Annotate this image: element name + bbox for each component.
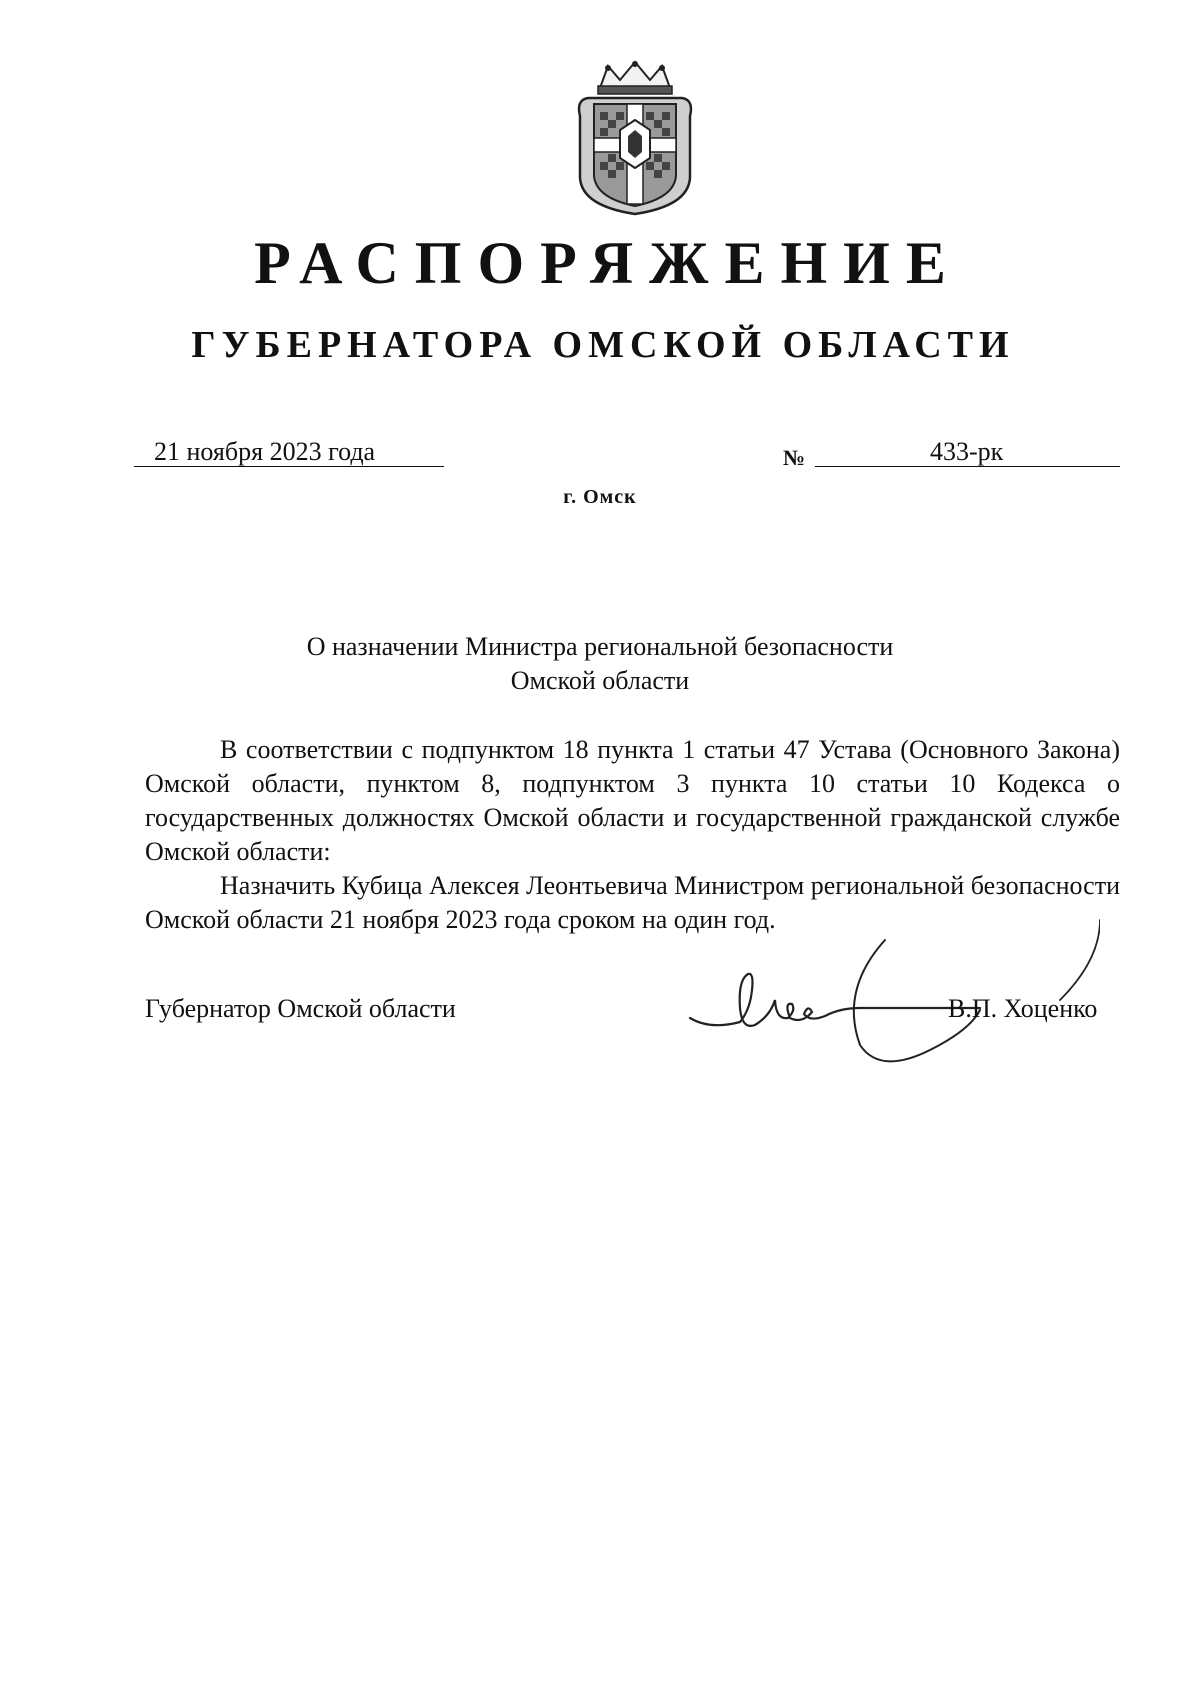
document-subtitle: ГУБЕРНАТОРА ОМСКОЙ ОБЛАСТИ [191, 324, 1015, 366]
body-paragraph-1: В соответствии с подпунктом 18 пункта 1 статьи 47 Устава (Основного Закона) Омской области, пунктом 8, подпунктом 3 пункта 10 статьи 10 Кодекса о государственных должностях Омской области и государственной гражданской службе Омской области: [145, 735, 1120, 866]
coat-of-arms-icon [570, 58, 700, 218]
heading-line-2: Омской области [510, 666, 690, 695]
body-paragraph-2: Назначить Кубица Алексея Леонтьевича Министром региональной безопасности Омской области 21 ноября 2023 года сроком на один год. [145, 871, 1120, 934]
document-city: г. Омск [563, 486, 637, 508]
signatory-name: В.П. Хоценко [948, 994, 1098, 1023]
number-sign: № [783, 445, 806, 470]
document-title: РАСПОРЯЖЕНИЕ [254, 230, 962, 296]
document-number: 433-рк [930, 437, 1004, 466]
heading-line-1: О назначении Министра региональной безопасности [306, 632, 894, 661]
signatory-position: Губернатор Омской области [145, 994, 456, 1023]
handwritten-signature-icon [680, 880, 1100, 1080]
document-date: 21 ноября 2023 года [154, 437, 376, 466]
document-heading [0, 630, 1200, 698]
